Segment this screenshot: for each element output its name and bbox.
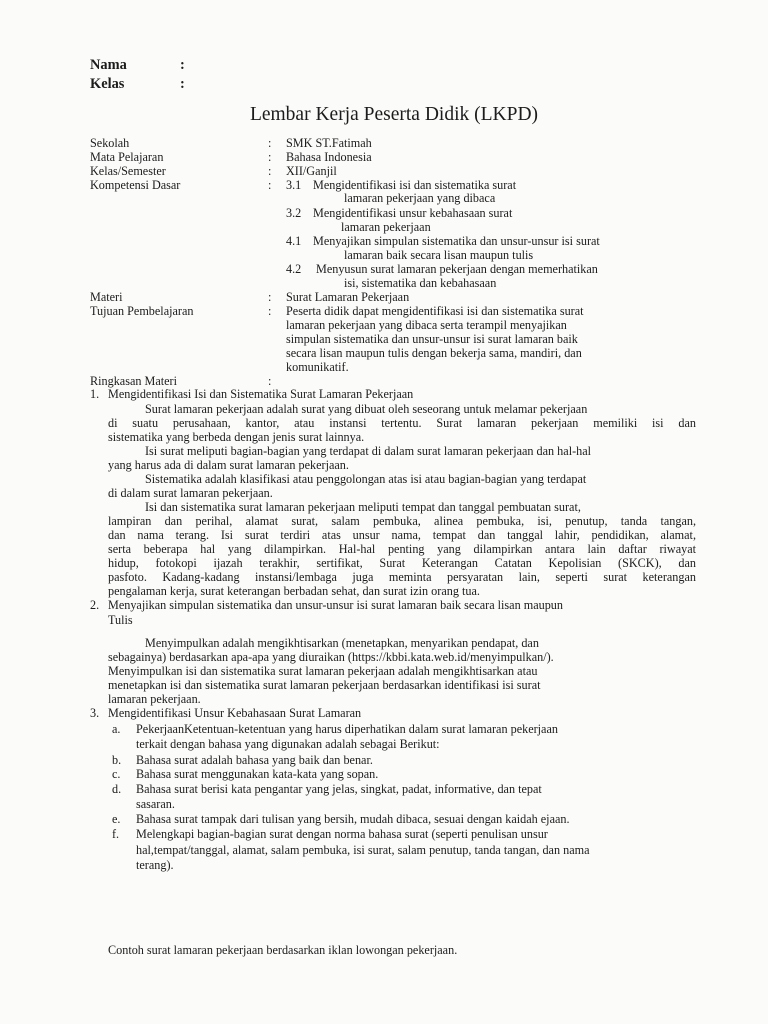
kd-line: Menyajikan simpulan sistematika dan unsur-unsur isi surat	[313, 234, 600, 248]
materi-value: Surat Lamaran Pekerjaan	[286, 290, 410, 304]
tujuan-colon: :	[268, 304, 272, 318]
kd-line: isi, sistematika dan kebahasaan	[344, 276, 497, 290]
paragraph-line: di dalam surat lamaran pekerjaan.	[108, 486, 273, 500]
ringkasan-colon: :	[268, 374, 272, 388]
kd-colon: :	[268, 178, 272, 192]
section1-number: 1.	[90, 387, 100, 401]
kd-number: 4.1	[286, 234, 302, 248]
paragraph-line: Isi surat meliputi bagian-bagian yang terdapat di dalam surat lamaran pekerjaan dan hal-hal	[145, 444, 592, 458]
list-item-line: sasaran.	[136, 797, 175, 811]
kd-line: Menyusun surat lamaran pekerjaan dengan memerhatikan	[316, 262, 598, 276]
kd-line: Mengidentifikasi isi dan sistematika surat	[313, 178, 517, 192]
list-item-line: Bahasa surat menggunakan kata-kata yang sopan.	[136, 767, 379, 781]
paragraph-line: pasfoto. Kadang-kadang instansi/lembaga juga meminta persyaratan lain, seperti surat keterangan	[108, 570, 696, 584]
paragraph-line: Menyimpulkan isi dan sistematika surat lamaran pekerjaan adalah mengikhtisarkan atau	[108, 664, 538, 678]
list-letter: c.	[112, 767, 121, 781]
paragraph-line: Sistematika adalah klasifikasi atau penggolongan atas isi atau bagian-bagian yang terdapat	[145, 472, 587, 486]
paragraph-line: sebagainya) berdasarkan apa-apa yang diuraikan (https://kbbi.kata.web.id/menyimpulkan/).	[108, 650, 554, 664]
kd-number: 3.1	[286, 178, 302, 192]
example-caption: Contoh surat lamaran pekerjaan berdasarkan iklan lowongan pekerjaan.	[108, 943, 458, 957]
list-item-line: PekerjaanKetentuan-ketentuan yang harus diperhatikan dalam surat lamaran pekerjaan	[136, 722, 558, 736]
list-item-line: Bahasa surat tampak dari tulisan yang bersih, mudah dibaca, sesuai dengan kaidah ejaan.	[136, 812, 570, 826]
paragraph-line: lampiran dan perihal, alamat surat, salam pembuka, alinea pembuka, isi, penutup, tanda tangan,	[108, 514, 696, 528]
nama-colon: :	[180, 57, 185, 73]
mapel-label: Mata Pelajaran	[90, 150, 164, 164]
kd-line: lamaran baik secara lisan maupun tulis	[344, 248, 534, 262]
paragraph-line: sistematika yang berbeda dengan jenis surat lainnya.	[108, 430, 365, 444]
kelas-semester-label: Kelas/Semester	[90, 164, 166, 178]
mapel-colon: :	[268, 150, 272, 164]
kelas-semester-value: XII/Ganjil	[286, 164, 337, 178]
section3-number: 3.	[90, 706, 100, 720]
list-letter: e.	[112, 812, 121, 826]
kd-number: 4.2	[286, 262, 302, 276]
nama-label: Nama	[90, 57, 127, 73]
list-letter: f.	[112, 827, 120, 841]
kd-label: Kompetensi Dasar	[90, 178, 181, 192]
tujuan-line: simpulan sistematika dan unsur-unsur isi surat lamaran baik	[286, 332, 578, 346]
mapel-value: Bahasa Indonesia	[286, 150, 372, 164]
list-item-line: terang).	[136, 858, 174, 872]
tujuan-line: komunikatif.	[286, 360, 349, 374]
paragraph-line: Surat lamaran pekerjaan adalah surat yang dibuat oleh seseorang untuk melamar pekerjaan	[145, 402, 588, 416]
materi-label: Materi	[90, 290, 123, 304]
list-letter: b.	[112, 753, 122, 767]
kelas-label: Kelas	[90, 76, 125, 92]
sekolah-label: Sekolah	[90, 136, 130, 150]
paragraph-line: yang harus ada di dalam surat lamaran pekerjaan.	[108, 458, 349, 472]
paragraph-line: lamaran pekerjaan.	[108, 692, 201, 706]
kelas-colon: :	[180, 76, 185, 92]
ringkasan-label: Ringkasan Materi	[90, 374, 177, 388]
paragraph-line: Isi dan sistematika surat lamaran pekerjaan meliputi tempat dan tanggal pembuatan surat,	[145, 500, 581, 514]
section3-heading: Mengidentifikasi Unsur Kebahasaan Surat Lamaran	[108, 706, 362, 720]
kd-line: lamaran pekerjaan yang dibaca	[344, 191, 496, 205]
kd-line: lamaran pekerjaan	[341, 220, 431, 234]
sekolah-value: SMK ST.Fatimah	[286, 136, 372, 150]
paragraph-line: di suatu perusahaan, kantor, atau instansi tertentu. Surat lamaran pekerjaan memiliki isi dan	[108, 416, 696, 430]
list-item-line: hal,tempat/tanggal, alamat, salam pembuka, isi surat, salam penutup, tanda tangan, dan nama	[136, 843, 590, 857]
kd-number: 3.2	[286, 206, 302, 220]
list-item-line: terkait dengan bahasa yang digunakan adalah sebagai Berikut:	[136, 737, 440, 751]
kd-line: Mengidentifikasi unsur kebahasaan surat	[313, 206, 513, 220]
section1-heading: Mengidentifikasi Isi dan Sistematika Surat Lamaran Pekerjaan	[108, 387, 414, 401]
tujuan-line: Peserta didik dapat mengidentifikasi isi dan sistematika surat	[286, 304, 584, 318]
paragraph-line: Menyimpulkan adalah mengikhtisarkan (menetapkan, menyarikan pendapat, dan	[145, 636, 539, 650]
paragraph-line: menetapkan isi dan sistematika surat lamaran pekerjaan berdasarkan identifikasi isi surat	[108, 678, 541, 692]
sekolah-colon: :	[268, 136, 272, 150]
section2-number: 2.	[90, 598, 100, 612]
tujuan-label: Tujuan Pembelajaran	[90, 304, 194, 318]
paragraph-line: pengalaman kerja, surat keterangan berbadan sehat, dan surat izin orang tua.	[108, 584, 480, 598]
tujuan-line: secara lisan maupun tulis dengan bekerja sama, mandiri, dan	[286, 346, 582, 360]
list-letter: a.	[112, 722, 121, 736]
paragraph-line: hidup, fotokopi ijazah terakhir, sertifikat, Surat Keterangan Catatan Kepolisian (SKCK), dan	[108, 556, 696, 570]
list-letter: d.	[112, 782, 122, 796]
tujuan-line: lamaran pekerjaan yang dibaca serta terampil menyajikan	[286, 318, 567, 332]
section2-heading-line: Tulis	[108, 613, 133, 627]
paragraph-line: serta beberapa hal yang dilampirkan. Hal-hal penting yang dilampirkan antara lain daftar riwayat	[108, 542, 696, 556]
paragraph-line: dan nama terang. Isi surat terdiri atas unsur nama, tempat dan tanggal lahir, pendidikan, alamat,	[108, 528, 696, 542]
list-item-line: Melengkapi bagian-bagian surat dengan norma bahasa surat (seperti penulisan unsur	[136, 827, 548, 841]
section2-heading-line: Menyajikan simpulan sistematika dan unsur-unsur isi surat lamaran baik secara lisan maupun	[108, 598, 563, 612]
list-item-line: Bahasa surat adalah bahasa yang baik dan benar.	[136, 753, 373, 767]
list-item-line: Bahasa surat berisi kata pengantar yang jelas, singkat, padat, informative, dan tepat	[136, 782, 542, 796]
kelas-semester-colon: :	[268, 164, 272, 178]
materi-colon: :	[268, 290, 272, 304]
document-title: Lembar Kerja Peserta Didik (LKPD)	[249, 104, 539, 125]
